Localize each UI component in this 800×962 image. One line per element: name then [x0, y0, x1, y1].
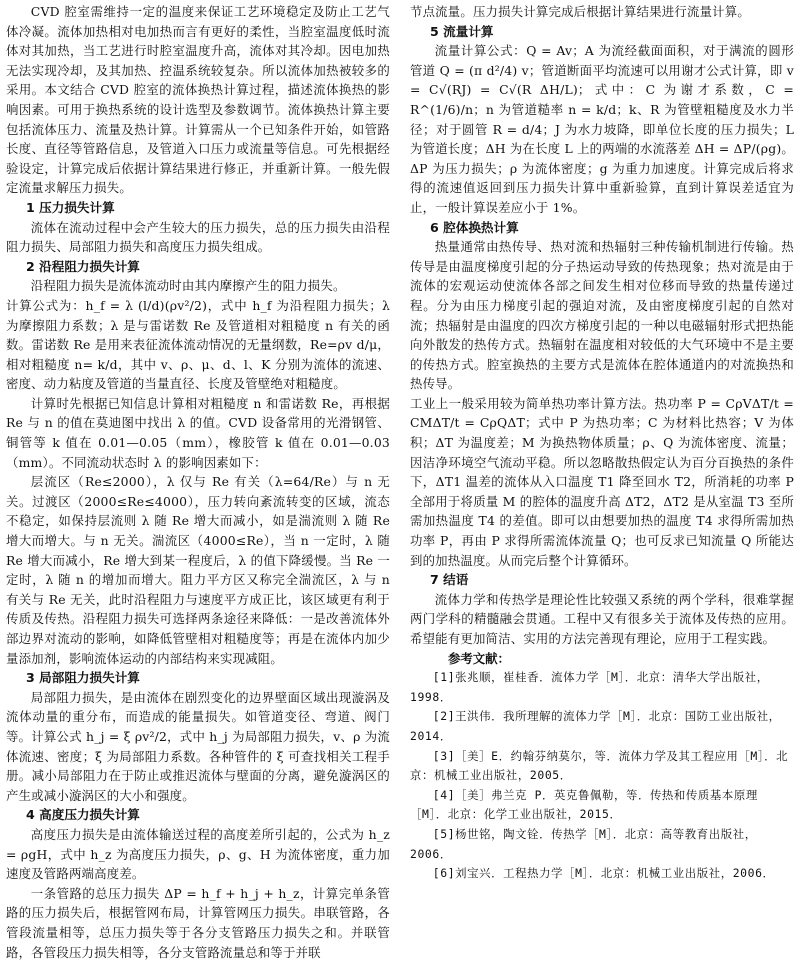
- section-5-title: 5 流量计算: [430, 23, 494, 39]
- section-1-paragraph: 流体在流动过程中会产生较大的压力损失，总的压力损失由沿程阻力损失、局部阻力损失和高度压力损失组成。: [6, 219, 390, 255]
- continued-paragraph: 节点流量。压力损失计算完成后根据计算结果进行流量计算。: [410, 4, 750, 19]
- section-2-formula-paragraph: 计算公式为：h_f = λ (l/d)(ρv²/2)，式中 h_f 为沿程阻力损失；λ 为摩擦阻力系数；λ 是与雷诺数 Re 及管道相对粗糙度 n 有关的函数。雷诺数 Re 是用来表征流体流动情况的无量纲数，Re=ρv d/μ，相对粗糙度 n= k/d，其中 v、ρ、μ、d、l、K 分别为流体的流速、密度、动力粘度及管道的当量直径、长度及管壁绝对粗糙度。: [6, 297, 390, 392]
- section-2-paragraph-1: 沿程阻力损失是流体流动时由其内摩擦产生的阻力损失。: [30, 278, 346, 294]
- reference-item: [3]［美］E．约翰芬纳莫尔，等．流体力学及其工程应用［M］．北京：机械工业出版社，2005．: [410, 748, 789, 783]
- section-3-paragraph: 局部阻力损失，是由流体在剧烈变化的边界壁面区域出现漩涡及流体动量的重分布，而造成的能量损失。如管道变径、弯道、阀门等。计算公式 h_j = ξ ρv²/2，式中 h_j 为局部阻力损失，v、ρ 为流体流速、密度；ξ 为局部阻力系数。各种管件的 ξ 可查找相关工程手册。减小局部阻力在于防止或推迟流体与壁面的分离，避免漩涡区的产生或减小漩涡区的大小和强度。: [6, 689, 390, 803]
- section-7-paragraph: 流体力学和传热学是理论性比较强又系统的两个学科，很难掌握两门学科的精髓融会贯通。工程中又有很多关于流体及传热的应用。希望能有更加简洁、实用的方法完善现有理论，应用于工程实践。: [410, 591, 794, 646]
- reference-item: [4]［美］弗兰克 P．英克鲁佩勒，等．传热和传质基本原理［M］．北京：化学工业出版社，2015．: [410, 787, 758, 822]
- section-7-title: 7 结语: [430, 572, 469, 588]
- section-2-paragraph-3: 计算时先根据已知信息计算相对粗糙度 n 和雷诺数 Re，再根据 Re 与 n 的值在莫迪图中找出 λ 的值。CVD 设备常用的光滑钢管、铜管等 k 值在 0.01—0.05（mm），橡胶管 k 值在 0.01—0.03（mm）。不同流动状态时 λ 的影响因素如下：: [6, 395, 390, 470]
- intro-paragraph: CVD 腔室需维持一定的温度来保证工艺环境稳定及防止工艺气体冷凝。流体加热相对电加热而言有更好的柔性，当腔室温度低时流体对其加热，当工艺进行时腔室温度升高，流体对其冷却。因电加热无法实现冷却，及其加热、控温系统较复杂。所以流体加热被较多的采用。本文结合 CVD 腔室的流体换热计算过程，描述流体换热的影响因素。可用于换热系统的设计选型及参数调节。流体换热计算主要包括流体压力、流量及热计算。计算需从一个已知条件开始，如管路长度、直径等管路信息，及管道入口压力或流量等信息。可先根据经验设定，计算完成后依据计算结果进行修正，并重新计算。一般先假定流量求解压力损失。: [6, 4, 390, 196]
- section-3-title: 3 局部阻力损失计算: [26, 670, 140, 686]
- section-4-paragraph-2: 一条管路的总压力损失 ΔP = h_f + h_j + h_z，计算完单条管路的压力损失后，根据管网布局，计算管网压力损失。串联管路，各管段流量相等，总压力损失等于各分支管路压力损失之和。并联管路，各管段压力损失相等，各分支管路流量总和等于并联: [6, 885, 390, 960]
- reference-item: [6]刘宝兴．工程热力学［M］．北京：机械工业出版社，2006．: [432, 866, 775, 881]
- section-1-title: 1 压力损失计算: [26, 199, 115, 215]
- section-2-title: 2 沿程阻力损失计算: [26, 258, 140, 274]
- section-6-title: 6 腔体换热计算: [430, 219, 519, 235]
- section-6-paragraph-1: 热量通常由热传导、热对流和热辐射三种传输机制进行传输。热传导是由温度梯度引起的分子热运动导致的传热现象；热对流是由于流体的宏观运动使流体各部之间发生相对位移而导致的热量传递过程。分为由压力梯度引起的强迫对流，及由密度梯度引起的自然对流；热辐射是由温度的四次方梯度引起的一种以电磁辐射形式把热能向外散发的热传方式。热辐射在温度相对较低的大气环境中不是主要的传热方式。腔室换热的主要方式是流体在腔体通道内的对流换热和热传导。: [410, 239, 794, 392]
- section-5-paragraph: 流量计算公式：Q = Av；A 为流经截面面积，对于满流的圆形管道 Q = (π d²/4) v；管道断面平均流速可以用谢才公式计算，即 v = C√(RJ) = C√(R ΔH/L)；式中：C 为谢才系数，C = R^(1/6)/n；n 为管道糙率 n = k/d；k、R 为管壁粗糙度及水力半径；对于圆管 R = d/4；J 为水力坡降，即单位长度的压力损失；L 为管道长度；ΔH 为在长度 L 上的两端的水流落差 ΔH = ΔP/(ρg)。ΔP 为压力损失；ρ 为流体密度；g 为重力加速度。计算完成后将求得的流速值返回到压力损失计算中重新验算，直到计算误差适宜为止，一般计算误差应小于 1%。: [410, 43, 794, 215]
- section-4-title: 4 高度压力损失计算: [26, 807, 140, 823]
- section-4-paragraph-1: 高度压力损失是由流体输送过程的高度差所引起的，公式为 h_z = ρgH，式中 h_z 为高度压力损失，ρ、g、H 为流体密度，重力加速度及管路两端高度差。: [6, 826, 390, 882]
- left-column: [6, 2, 390, 962]
- reference-item: [1]张兆顺，崔桂香．流体力学［M］．北京：清华大学出版社，1998．: [410, 670, 769, 704]
- references-title: 参考文献：: [448, 650, 510, 666]
- section-2-paragraph-4: 层流区（Re≤2000），λ 仅与 Re 有关（λ=64/Re）与 n 无关。过渡区（2000≤Re≤4000），压力转向紊流转变的区域，流态不稳定，如保持层流则 λ 随 Re 增大而减小，如是湍流则 λ 随 Re 增大而增大。与 n 无关。湍流区（4000≤Re），当 n 一定时，λ 随 Re 增大而减小，Re 增大到某一程度后，λ 的值下降缓慢。当 Re 一定时，λ 随 n 的增加而增大。阻力平方区又称完全湍流区，λ 与 n 有关与 Re 无关，此时沿程阻力与速度平方成正比，该区域更有利于传质及传热。沿程阻力损失可选择两条途径来降低：一是改善流体外部边界对流动的影响，如降低管壁相对粗糙度等；再是在流体内加少量添加剂，影响流体运动的内部结构来实现减阻。: [6, 474, 390, 666]
- right-column: [410, 2, 794, 884]
- reference-item: [2]王洪伟．我所理解的流体力学［M］．北京：国防工业出版社，2014．: [410, 709, 781, 743]
- section-6-paragraph-2: 工业上一般采用较为简单热功率计算方法。热功率 P = CρVΔT/t = CMΔT/t = CρQΔT；式中 P 为热功率；C 为材料比热容；V 为体积；ΔT 为温度差；M 为换热物体质量；ρ、Q 为流体密度、流量；因洁净环境空气流动平稳。所以忽略散热假定认为百分百换热的条件下，ΔT1 温差的流体从入口温度 T1 降至回水 T2，所消耗的功率 P 全部用于将质量 M 的腔体的温度升高 ΔT2，ΔT2 是从室温 T3 至所需加热温度 T4 的差值。即可以由想要加热的温度 T4 求得所需加热功率 P，再由 P 求得所需流体流量 Q；也可反求已知流量 Q 所能达到的加热温度。从而完后整个计算循环。: [410, 395, 794, 568]
- reference-item: [5]杨世铭，陶文铨．传热学［M］．北京：高等教育出版社，2006．: [410, 826, 757, 861]
